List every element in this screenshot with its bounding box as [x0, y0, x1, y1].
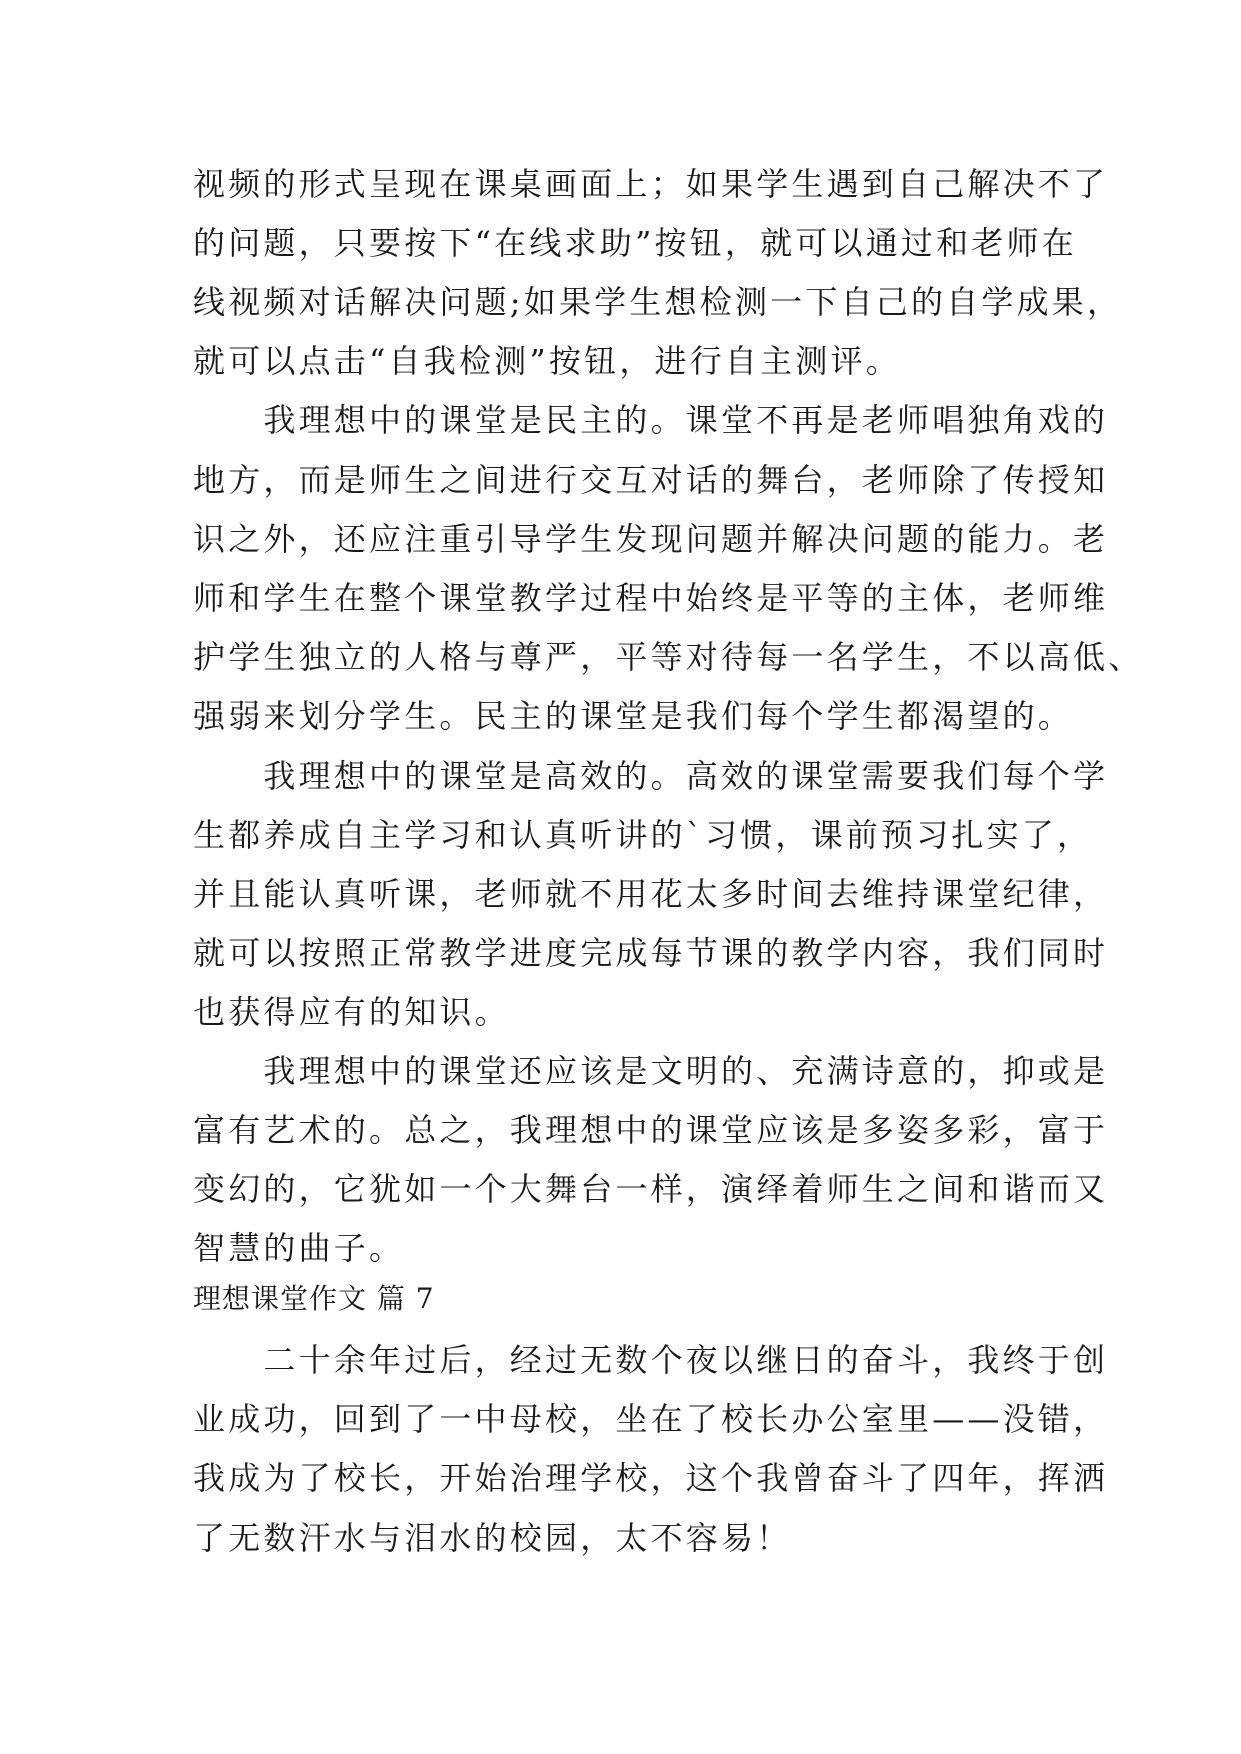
text-line: 智慧的曲子。: [193, 1229, 405, 1267]
text-line: 识之外，还应注重引导学生发现问题并解决问题的能力。老: [193, 520, 1109, 558]
text-line: 我理想中的课堂还应该是文明的、充满诗意的，抑或是: [193, 1052, 1109, 1090]
text-line: 视频的形式呈现在课桌画面上；如果学生遇到自己解决不了: [193, 165, 1109, 203]
text-line: 了无数汗水与泪水的校园，太不容易！: [193, 1519, 792, 1557]
text-line: 就可以按照正常教学进度完成每节课的教学内容，我们同时: [193, 934, 1109, 972]
text-line: 就可以点击“自我检测”按钮，进行自主测评。: [193, 342, 901, 380]
text-line: 线视频对话解决问题;如果学生想检测一下自己的自学成果，: [193, 283, 1123, 321]
text-line: 富有艺术的。总之，我理想中的课堂应该是多姿多彩，富于: [193, 1111, 1109, 1149]
text-line: 我理想中的课堂是民主的。课堂不再是老师唱独角戏的: [193, 401, 1109, 439]
text-line: 变幻的，它犹如一个大舞台一样，演绎着师生之间和谐而又: [193, 1170, 1109, 1208]
text-line: 强弱来划分学生。民主的课堂是我们每个学生都渴望的。: [193, 697, 1074, 735]
section-heading: 理想课堂作文 篇 7: [193, 1282, 435, 1315]
text-line: 护学生独立的人格与尊严，平等对待每一名学生，不以高低、: [193, 638, 1144, 676]
text-line: 生都养成自主学习和认真听讲的`习惯，课前预习扎实了，: [193, 816, 1093, 854]
text-line: 也获得应有的知识。: [193, 993, 510, 1031]
text-line: 师和学生在整个课堂教学过程中始终是平等的主体，老师维: [193, 579, 1109, 617]
text-line: 并且能认真听课，老师就不用花太多时间去维持课堂纪律，: [193, 875, 1109, 913]
text-line: 业成功，回到了一中母校，坐在了校长办公室里——没错，: [193, 1400, 1109, 1438]
text-line: 我成为了校长，开始治理学校，这个我曾奋斗了四年，挥洒: [193, 1459, 1109, 1497]
text-line: 的问题，只要按下“在线求助”按钮，就可以通过和老师在: [193, 224, 1077, 262]
text-line: 二十余年过后，经过无数个夜以继日的奋斗，我终于创: [193, 1341, 1109, 1379]
text-line: 地方，而是师生之间进行交互对话的舞台，老师除了传授知: [193, 461, 1109, 499]
text-line: 我理想中的课堂是高效的。高效的课堂需要我们每个学: [193, 757, 1109, 795]
